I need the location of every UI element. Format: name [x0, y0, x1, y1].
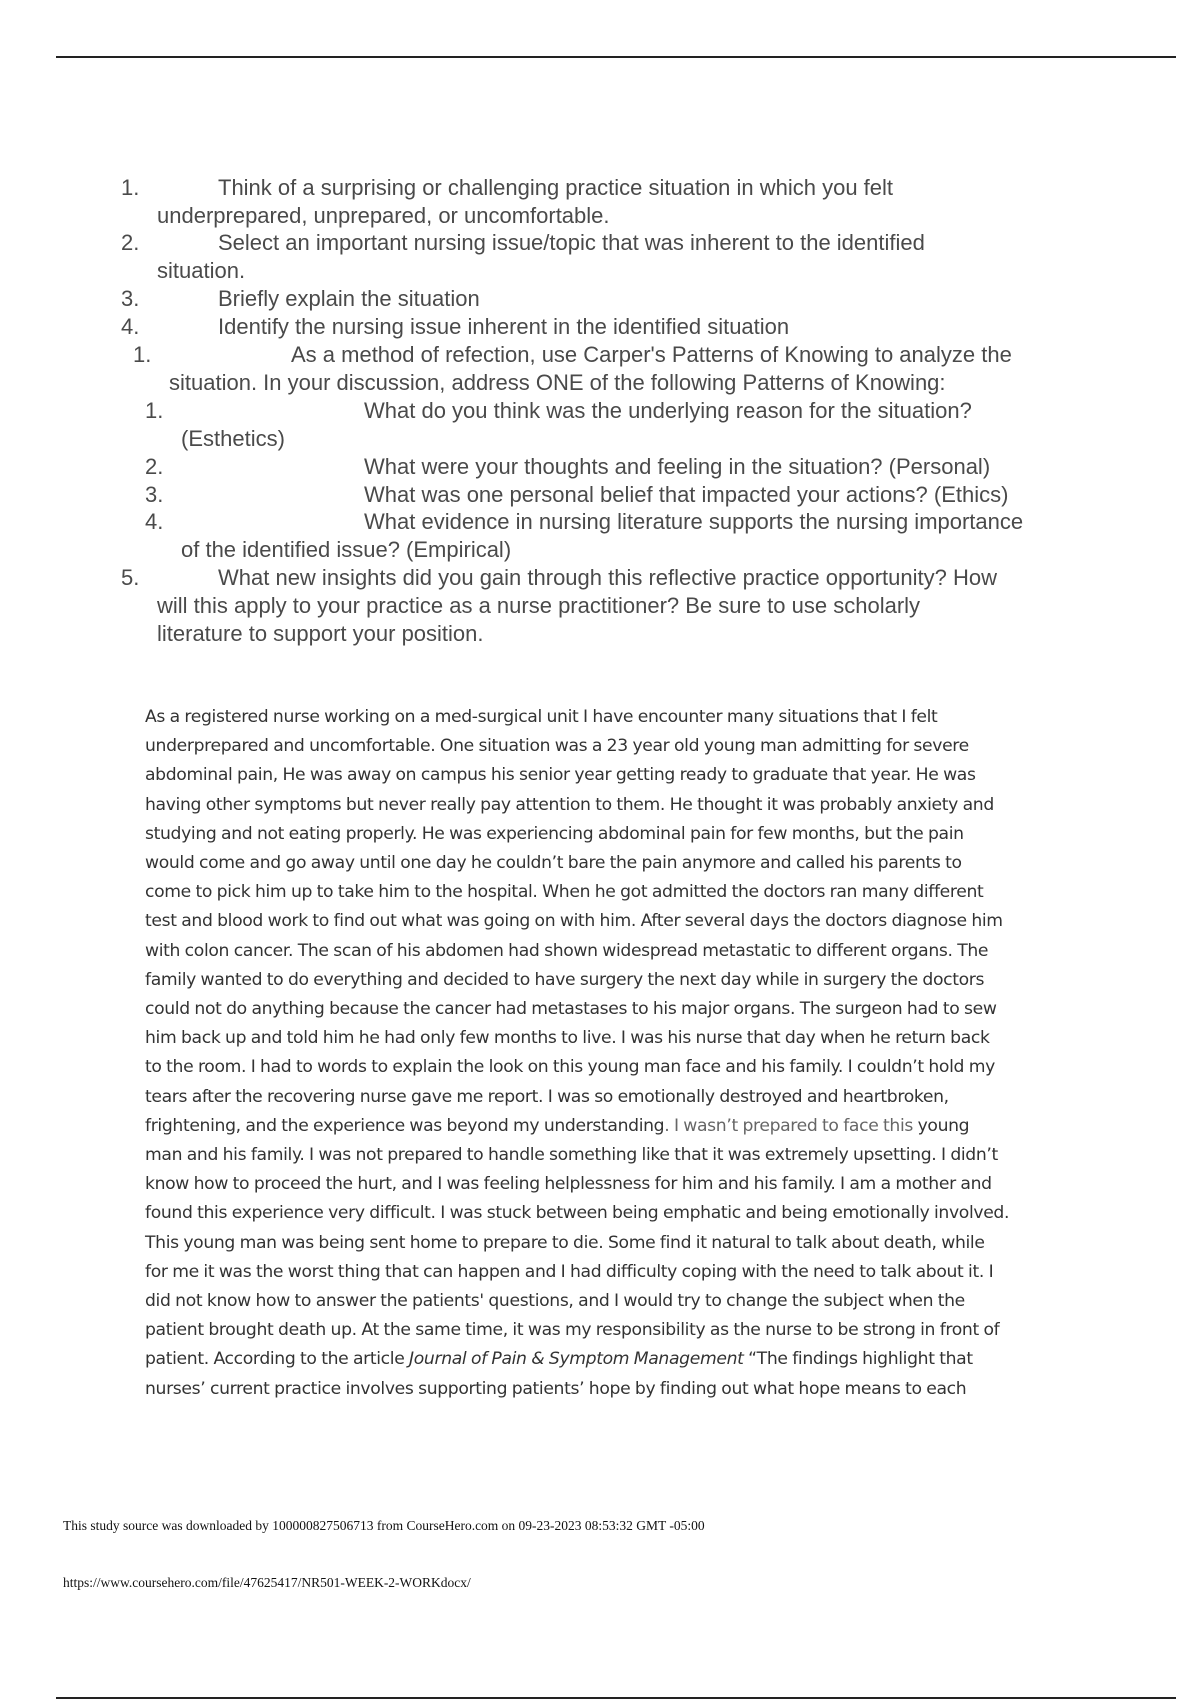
essay-line: abdominal pain, He was away on campus his senior year getting ready to graduate that year. He was — [145, 765, 976, 786]
essay-line: for me it was the worst thing that can happen and I had difficulty coping with the need to talk about it. I — [145, 1261, 994, 1282]
essay-line: did not know how to answer the patients' questions, and I would try to change the subject when the — [145, 1291, 965, 1312]
item-text: What evidence in nursing literature supports the nursing importance — [364, 509, 1024, 534]
item-text: What was one personal belief that impacted your actions? (Ethics) — [364, 482, 1009, 507]
item-text: Select an important nursing issue/topic that was inherent to the identified — [218, 230, 925, 255]
list-item — [145, 481, 1008, 509]
essay-line: family wanted to do everything and decided to have surgery the next day while in surgery the doctors — [145, 969, 985, 990]
essay-line: As a registered nurse working on a med-surgical unit I have encounter many situations that I felt — [145, 707, 938, 727]
essay-text-gray: . I wasn’t prepared to face this — [664, 1115, 913, 1136]
item-text: Briefly explain the situation — [218, 286, 480, 311]
item-text: What were your thoughts and feeling in the situation? (Personal) — [364, 454, 991, 479]
essay-text: frightening, and the experience was beyond my understanding — [145, 1115, 665, 1136]
bottom-rule — [56, 1697, 1176, 1699]
item-text-cont: underprepared, unprepared, or uncomfortable. — [157, 203, 610, 228]
essay-line: patient brought death up. At the same time, it was my responsibility as the nurse to be strong in front of — [145, 1320, 1000, 1341]
essay-line: come to pick him up to take him to the hospital. When he got admitted the doctors ran many different — [145, 882, 984, 903]
essay-line: nurses’ current practice involves supporting patients’ hope by finding out what hope means to each — [145, 1378, 967, 1399]
item-text-cont: literature to support your position. — [157, 621, 484, 646]
top-rule — [56, 56, 1176, 58]
essay-line — [145, 1345, 1090, 1374]
item-number: 1. — [145, 398, 164, 423]
essay-text: “The findings highlight that — [743, 1349, 973, 1370]
item-number: 5. — [121, 565, 140, 590]
item-number: 4. — [121, 314, 140, 339]
list-item — [121, 174, 893, 230]
essay-line: underprepared and uncomfortable. One situation was a 23 year old young man admitting for severe — [145, 736, 969, 757]
essay-line: him back up and told him he had only few months to live. I was his nurse that day when he return back — [145, 1028, 990, 1049]
source-url[interactable]: https://www.coursehero.com/file/47625417/NR501-WEEK-2-WORKdocx/ — [63, 1575, 471, 1590]
essay-line: tears after the recovering nurse gave me report. I was so emotionally destroyed and heartbroken, — [145, 1086, 949, 1107]
download-notice: This study source was downloaded by 100000827506713 from CourseHero.com on 09-23-2023 08:53:32 GMT -05:00 — [63, 1518, 705, 1533]
item-text-cont: situation. — [157, 258, 246, 283]
item-text: What do you think was the underlying reason for the situation? — [364, 398, 972, 423]
item-text: Identify the nursing issue inherent in the identified situation — [218, 314, 790, 339]
list-item — [145, 508, 1023, 564]
essay-line: would come and go away until one day he couldn’t bare the pain anymore and called his parents to — [145, 853, 962, 874]
essay-line: found this experience very difficult. I was stuck between being emphatic and being emotionally involved. — [145, 1203, 1010, 1224]
item-number: 1. — [121, 175, 140, 200]
essay-line: studying and not eating properly. He was experiencing abdominal pain for few months, but the pain — [145, 823, 964, 844]
list-item — [145, 453, 990, 481]
list-item — [133, 341, 1012, 397]
item-number: 3. — [121, 286, 140, 311]
item-text-cont: (Esthetics) — [181, 426, 285, 451]
essay-body — [145, 703, 1090, 1404]
list-item — [145, 397, 972, 453]
item-text: As a method of refection, use Carper's Patterns of Knowing to analyze the — [291, 342, 1012, 367]
essay-line: This young man was being sent home to prepare to die. Some find it natural to talk about death, while — [145, 1232, 985, 1253]
item-text-cont: will this apply to your practice as a nurse practitioner? Be sure to use scholarly — [157, 593, 921, 618]
essay-line — [145, 1112, 1090, 1141]
list-item — [121, 313, 789, 341]
essay-text: young — [913, 1115, 970, 1136]
essay-line: man and his family. I was not prepared to handle something like that it was extremely upsetting. I didn’t — [145, 1145, 998, 1166]
list-item — [121, 229, 925, 285]
list-item — [121, 564, 997, 648]
essay-text: patient. According to the article — [145, 1349, 410, 1370]
journal-title: Journal of Pain & Symptom Management — [409, 1349, 744, 1370]
item-number: 1. — [133, 342, 152, 367]
item-text: What new insights did you gain through this reflective practice opportunity? How — [218, 565, 997, 590]
essay-line: could not do anything because the cancer had metastases to his major organs. The surgeon had to sew — [145, 999, 997, 1020]
item-number: 2. — [145, 454, 164, 479]
item-text: Think of a surprising or challenging practice situation in which you felt — [218, 175, 894, 200]
essay-line: to the room. I had to words to explain the look on this young man face and his family. I couldn’t hold my — [145, 1057, 995, 1078]
item-number: 4. — [145, 509, 164, 534]
essay-line: test and blood work to find out what was going on with him. After several days the doctors diagnose him — [145, 911, 1003, 932]
essay-line: know how to proceed the hurt, and I was feeling helplessness for him and his family. I am a mother and — [145, 1174, 992, 1195]
essay-line: having other symptoms but never really pay attention to them. He thought it was probably anxiety and — [145, 794, 994, 815]
essay-line: with colon cancer. The scan of his abdomen had shown widespread metastatic to different organs. The — [145, 940, 989, 961]
item-text-cont: situation. In your discussion, address ONE of the following Patterns of Knowing: — [169, 370, 946, 395]
item-number: 2. — [121, 230, 140, 255]
list-item — [121, 285, 480, 313]
item-number: 3. — [145, 482, 164, 507]
item-text-cont: of the identified issue? (Empirical) — [181, 537, 512, 562]
